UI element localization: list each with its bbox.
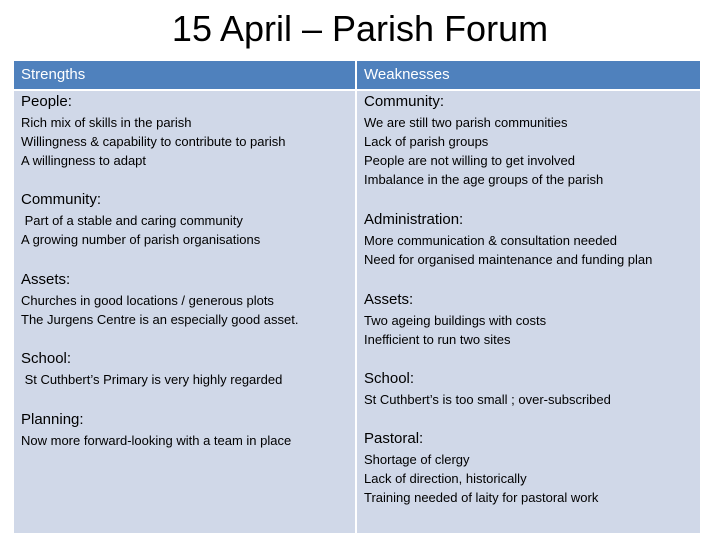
section-line: More communication & consultation needed [364, 233, 617, 248]
section-heading: Assets: [364, 291, 414, 308]
weakness-section-community [364, 91, 603, 189]
section-line: St Cuthbert’s is too small ; over-subscribed [364, 392, 611, 407]
section-line: Two ageing buildings with costs [364, 313, 547, 328]
strength-section-people [21, 91, 285, 170]
section-line: Part of a stable and caring community [21, 213, 243, 228]
section-line: Lack of direction, historically [364, 471, 527, 486]
weakness-section-school [364, 368, 611, 409]
section-heading: Pastoral: [364, 430, 424, 447]
section-heading: Administration: [364, 211, 464, 228]
section-heading: People: [21, 93, 72, 110]
section-line: Shortage of clergy [364, 452, 470, 467]
section-line: We are still two parish communities [364, 115, 568, 130]
section-line: Imbalance in the age groups of the parish [364, 172, 604, 187]
section-line: Need for organised maintenance and funding plan [364, 252, 653, 267]
section-line: People are not willing to get involved [364, 153, 576, 168]
strength-section-assets [21, 269, 299, 329]
weakness-section-assets [364, 289, 546, 349]
section-heading: Assets: [21, 271, 71, 288]
section-heading: Community: [364, 93, 445, 110]
section-heading: School: [364, 370, 415, 387]
section-line: Churches in good locations / generous plots [21, 293, 274, 308]
section-heading: Community: [21, 191, 102, 208]
weakness-section-pastoral [364, 428, 598, 507]
strengths-header: Strengths [14, 61, 355, 89]
strength-section-community [21, 189, 260, 249]
section-line: The Jurgens Centre is an especially good asset. [21, 312, 299, 327]
column-divider [355, 89, 357, 533]
section-line: Now more forward-looking with a team in place [21, 433, 292, 448]
swot-table [14, 61, 700, 533]
strength-section-planning [21, 409, 291, 450]
section-line: Willingness & capability to contribute to parish [21, 134, 286, 149]
weaknesses-header: Weaknesses [357, 61, 700, 89]
section-line: St Cuthbert’s Primary is very highly regarded [21, 372, 283, 387]
section-line: A growing number of parish organisations [21, 232, 261, 247]
section-line: A willingness to adapt [21, 153, 147, 168]
section-line: Training needed of laity for pastoral work [364, 490, 599, 505]
section-line: Lack of parish groups [364, 134, 489, 149]
section-line: Inefficient to run two sites [364, 332, 511, 347]
page-title: 15 April – Parish Forum [171, 8, 549, 49]
strength-section-school [21, 348, 282, 389]
section-line: Rich mix of skills in the parish [21, 115, 192, 130]
weakness-section-administration [364, 209, 652, 269]
section-heading: Planning: [21, 411, 84, 428]
section-heading: School: [21, 350, 72, 367]
